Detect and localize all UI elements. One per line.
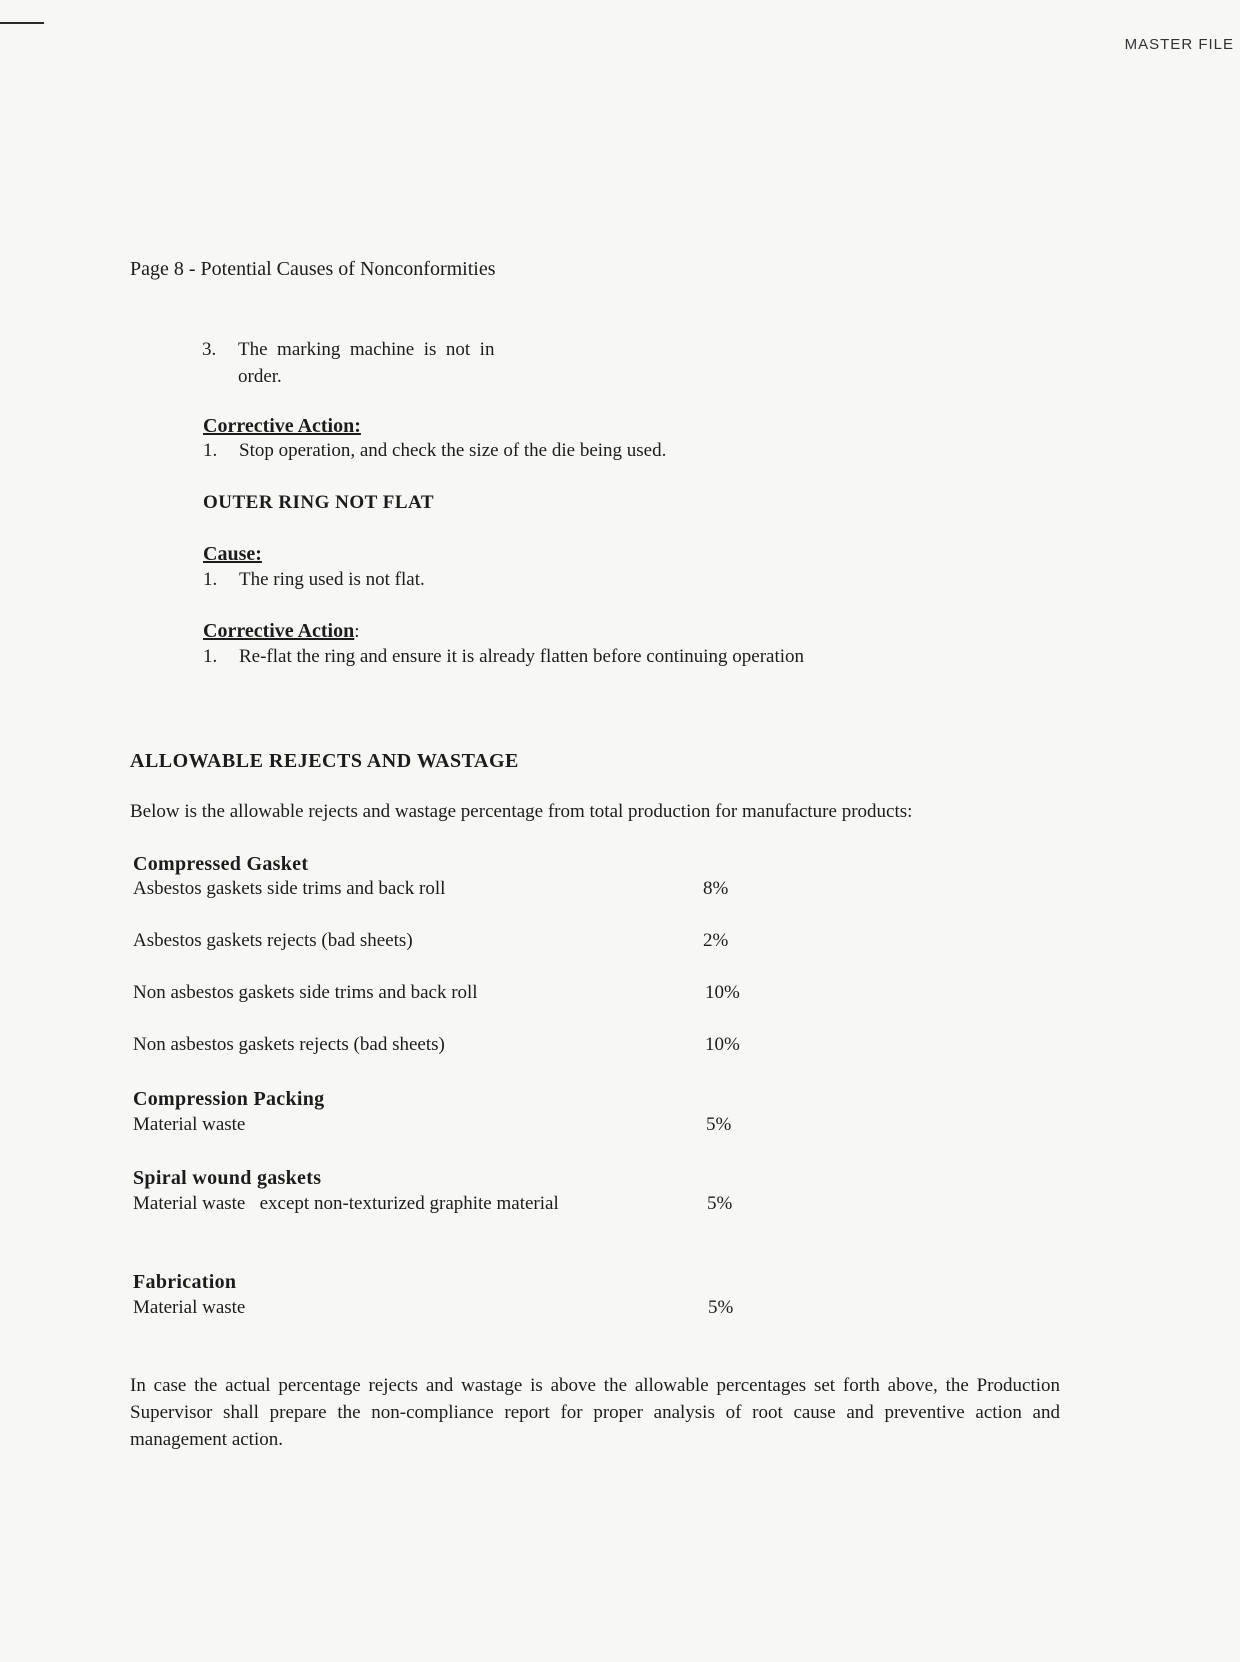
list-number: 1.: [203, 569, 218, 590]
row-label: Material waste: [133, 1297, 246, 1318]
page-heading: Page 8 - Potential Causes of Nonconformities: [130, 258, 496, 280]
list-item-text: The ring used is not flat.: [239, 569, 425, 590]
row-value: 10%: [705, 1034, 740, 1055]
row-value: 10%: [705, 982, 740, 1003]
row-value: 2%: [703, 930, 729, 951]
row-label: Material waste except non-texturized graphite material: [133, 1193, 559, 1214]
list-number: 1.: [203, 646, 218, 667]
row-label: Non asbestos gaskets rejects (bad sheets): [133, 1034, 445, 1055]
scan-edge-mark: [0, 22, 44, 24]
list-number: 1.: [203, 440, 218, 461]
outer-ring-heading: OUTER RING NOT FLAT: [203, 492, 435, 513]
list-item-3: [202, 336, 494, 390]
corrective-action-item-2: [203, 646, 804, 668]
row-value: 5%: [706, 1114, 732, 1135]
heading-text: Corrective Action: [203, 620, 355, 642]
row-label: Asbestos gaskets side trims and back roll: [133, 878, 446, 899]
list-item-text: Re-flat the ring and ensure it is already flatten before continuing operation: [239, 646, 805, 667]
row-label: Non asbestos gaskets side trims and back roll: [133, 982, 478, 1003]
closing-paragraph: In case the actual percentage rejects and wastage is above the allowable percentages set forth above, the Production Supervisor shall prepare the non-compliance report for proper analysis of root cause and preventive action and management action.: [130, 1375, 1060, 1450]
list-item-text: Stop operation, and check the size of the die being used.: [239, 440, 667, 461]
list-number: 3.: [202, 339, 217, 360]
list-item-text: The marking machine is not in: [238, 339, 495, 360]
list-item-text-continued: order.: [238, 366, 282, 387]
row-value: 5%: [708, 1297, 734, 1318]
row-label: Material waste: [133, 1114, 246, 1135]
section-title: ALLOWABLE REJECTS AND WASTAGE: [130, 750, 519, 772]
corrective-action-item: [203, 440, 666, 462]
heading-colon: :: [354, 621, 360, 642]
category-heading: Compressed Gasket: [133, 853, 309, 875]
corrective-action-heading: Corrective Action:: [203, 415, 361, 437]
cause-heading: Cause:: [203, 543, 262, 565]
section-intro: Below is the allowable rejects and wastage percentage from total production for manufacture products:: [130, 801, 913, 822]
corrective-action-heading-2: [203, 620, 360, 643]
category-heading: Fabrication: [133, 1271, 237, 1293]
category-heading: Compression Packing: [133, 1088, 325, 1110]
cause-item: [203, 569, 425, 591]
row-value: 5%: [707, 1193, 733, 1214]
row-label: Asbestos gaskets rejects (bad sheets): [133, 930, 413, 951]
master-file-stamp: MASTER FILE: [1124, 36, 1234, 53]
row-value: 8%: [703, 878, 729, 899]
category-heading: Spiral wound gaskets: [133, 1167, 322, 1189]
